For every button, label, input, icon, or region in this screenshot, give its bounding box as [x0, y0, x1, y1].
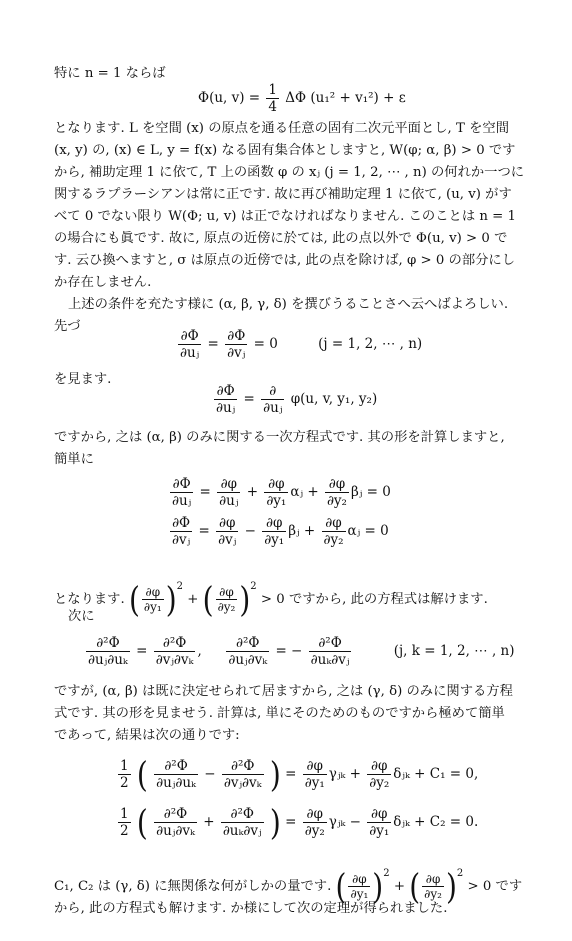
- frac-den: ∂vⱼ∂vₖ: [155, 652, 194, 668]
- frac-den: ∂vⱼ: [218, 532, 237, 548]
- text-line-with-formula: [54, 568, 488, 619]
- frac-den: 2: [120, 775, 129, 791]
- equation-system-row-1: [168, 476, 391, 509]
- eq-op: =: [243, 391, 255, 407]
- text-line: (x, y) の, (x) ∈ L, y = f(x) なる固有集合体としますと, W(φ; α, β) > 0 です: [54, 143, 516, 158]
- frac-num: ∂φ: [142, 585, 164, 600]
- fraction: [325, 476, 349, 509]
- fraction: [217, 476, 240, 509]
- eq-op: =: [199, 484, 211, 500]
- paren-close: ): [445, 865, 457, 907]
- fraction: [154, 635, 196, 668]
- fraction: [214, 383, 237, 416]
- frac-den: ∂y₂: [323, 532, 344, 548]
- eq-op: +: [246, 484, 259, 500]
- fraction: [422, 872, 444, 901]
- frac-den: ∂y₂: [326, 493, 347, 509]
- eq-op: =: [285, 766, 297, 782]
- eq-op: =: [207, 336, 219, 352]
- superscript: 2: [176, 581, 183, 592]
- frac-num: ∂φ: [217, 476, 240, 493]
- text-line: となります. L を空間 (x) の原点を通る任意の固有二次元平面とし, T を空間: [54, 121, 509, 136]
- text-line: す. 云ひ換へますと, σ は原点の近傍では, 此の点を除けば, φ > 0 の部分にし: [54, 253, 516, 268]
- superscript: 2: [383, 868, 390, 879]
- fraction: [309, 635, 352, 668]
- frac-num: ∂φ: [216, 515, 238, 532]
- fraction: [367, 806, 391, 839]
- paren-open: (: [128, 578, 140, 620]
- text-line: を見ます.: [54, 372, 112, 387]
- text-run: > 0 ですから, 此の方程式は解けます.: [260, 592, 488, 607]
- frac-num: ∂²Φ: [86, 635, 130, 652]
- fraction: [118, 806, 131, 839]
- frac-num: ∂φ: [262, 515, 286, 532]
- frac-num: ∂: [261, 383, 284, 400]
- frac-num: ∂²Φ: [154, 806, 197, 823]
- eq-term: βⱼ +: [288, 523, 316, 539]
- text-run: C₁, C₂ は (γ, δ) に無関係な何がしかの量です.: [54, 879, 332, 894]
- eq-rhs: = 0: [253, 336, 278, 352]
- paren-close: ): [372, 865, 384, 907]
- frac-num: ∂φ: [422, 872, 444, 887]
- equation-second-derivatives: [84, 635, 515, 668]
- frac-num: 1: [120, 758, 129, 774]
- text-line: ですから, 之は (α, β) のみに関する一次方程式です. 其の形を計算しますと,: [54, 430, 505, 445]
- frac-num: ∂φ: [348, 872, 370, 887]
- equation-phi: [198, 82, 406, 115]
- text-line: 次に: [68, 609, 95, 624]
- frac-den: ∂y₂: [304, 823, 325, 839]
- eq-op: = −: [275, 643, 303, 659]
- eq-lhs: Φ(u, v) =: [198, 90, 261, 106]
- paren-open: (: [409, 865, 421, 907]
- eq-term: αⱼ = 0: [347, 523, 389, 539]
- frac-den: 4: [268, 99, 277, 115]
- eq-op: +: [203, 814, 215, 830]
- eq-term: γⱼₖ +: [328, 766, 361, 782]
- frac-num: ∂φ: [367, 758, 391, 775]
- frac-den: ∂uⱼ: [180, 345, 200, 361]
- paren-open: (: [136, 753, 148, 795]
- eq-condition: (j, k = 1, 2, ⋯ , n): [393, 643, 515, 659]
- eq-term: δⱼₖ + C₂ = 0.: [393, 814, 479, 830]
- eq-op: =: [285, 814, 297, 830]
- paren-close: ): [269, 801, 281, 843]
- frac-den: ∂vⱼ: [172, 532, 191, 548]
- eq-op: +: [187, 592, 199, 607]
- text-line: 上述の条件を充たす様に (α, β, γ, δ) を撰びうることさへ云へばよろしい.: [68, 297, 509, 312]
- frac-den: 2: [120, 823, 129, 839]
- frac-num: ∂Φ: [170, 515, 192, 532]
- frac-den: ∂uₖ∂vⱼ: [310, 652, 350, 668]
- eq-term: δⱼₖ + C₁ = 0,: [393, 766, 479, 782]
- paren-open: (: [136, 801, 148, 843]
- frac-num: ∂Φ: [225, 328, 247, 345]
- frac-num: ∂φ: [367, 806, 391, 823]
- text-line: べて 0 でない限り W(Φ; u, v) は正でなければなりません. このことは n = 1: [54, 209, 516, 224]
- text-line: か存在しません.: [54, 275, 152, 290]
- text-run: > 0 です: [467, 879, 523, 894]
- fraction: [322, 515, 346, 548]
- fraction: [178, 328, 201, 361]
- frac-den: ∂uⱼ: [172, 493, 192, 509]
- frac-den: ∂y₁: [369, 823, 390, 839]
- fraction: [261, 383, 284, 416]
- fraction: [348, 872, 370, 901]
- text-line: 先づ: [54, 319, 81, 334]
- text-run: となります.: [54, 592, 125, 607]
- text-line: 特に n = 1 ならば: [54, 66, 166, 81]
- fraction: [142, 585, 164, 614]
- eq-term: γⱼₖ −: [328, 814, 361, 830]
- frac-num: ∂φ: [322, 515, 346, 532]
- fraction: [303, 806, 327, 839]
- frac-num: ∂²Φ: [154, 635, 196, 652]
- frac-den: ∂y₁: [264, 532, 285, 548]
- frac-num: ∂²Φ: [309, 635, 352, 652]
- text-line: から, 此の方程式も解けます. か様にして次の定理が得られました.: [54, 901, 448, 916]
- fraction: [154, 758, 198, 791]
- paren-close: ): [269, 753, 281, 795]
- frac-den: ∂uⱼ: [263, 400, 283, 416]
- frac-num: 1: [268, 82, 277, 98]
- paren-open: (: [335, 865, 347, 907]
- fraction: [222, 758, 264, 791]
- frac-num: 1: [120, 806, 129, 822]
- fraction: [367, 758, 391, 791]
- fraction: [216, 585, 238, 614]
- paren-close: ): [165, 578, 177, 620]
- fraction: [225, 328, 247, 361]
- frac-den: ∂y₂: [217, 600, 236, 614]
- eq-condition: (j = 1, 2, ⋯ , n): [318, 336, 423, 352]
- frac-den: ∂y₂: [369, 775, 390, 791]
- frac-den: ∂y₁: [350, 887, 369, 901]
- frac-num: ∂Φ: [170, 476, 193, 493]
- frac-num: ∂φ: [303, 758, 327, 775]
- text-line-with-formula: [54, 855, 522, 906]
- frac-den: ∂uⱼ: [216, 400, 236, 416]
- equation-derivative: [212, 383, 377, 416]
- text-line: であって, 結果は次の通りです:: [54, 728, 240, 743]
- eq-term: βⱼ = 0: [350, 484, 391, 500]
- frac-den: ∂y₂: [424, 887, 442, 901]
- superscript: 2: [250, 581, 257, 592]
- fraction: [216, 515, 238, 548]
- frac-den: ∂y₁: [143, 600, 162, 614]
- eq-sep: ,: [197, 643, 202, 659]
- eq-op: −: [204, 766, 216, 782]
- frac-num: ∂φ: [216, 585, 238, 600]
- equation-system-row-2: [168, 515, 389, 548]
- equation-partial-zero: [176, 328, 422, 361]
- text-line: ですが, (α, β) は既に決定せられて居ますから, 之は (γ, δ) のみに関する方程: [54, 684, 513, 699]
- equation-result-row-1: [116, 753, 479, 795]
- frac-num: ∂Φ: [178, 328, 201, 345]
- eq-op: =: [136, 643, 148, 659]
- fraction: [303, 758, 327, 791]
- text-line: 式です. 其の形を見ませう. 計算は, 単にそのためのものですから極めて簡単: [54, 706, 505, 721]
- frac-num: ∂φ: [325, 476, 349, 493]
- eq-op: +: [393, 879, 405, 894]
- eq-rhs: φ(u, v, y₁, y₂): [290, 391, 378, 407]
- frac-den: ∂uₖ∂vⱼ: [222, 823, 262, 839]
- text-line: 関するラプラーシアンは常に正です. 故に再び補助定理 1 に依て, (u, v) がす: [54, 187, 512, 202]
- paren-open: (: [202, 578, 214, 620]
- eq-op: =: [198, 523, 210, 539]
- frac-den: ∂vⱼ∂vₖ: [223, 775, 262, 791]
- fraction: [118, 758, 131, 791]
- eq-op: −: [244, 523, 256, 539]
- equation-result-row-2: [116, 801, 479, 843]
- frac-den: ∂y₁: [304, 775, 325, 791]
- fraction: [226, 635, 269, 668]
- superscript: 2: [456, 868, 464, 879]
- frac-num: ∂²Φ: [154, 758, 198, 775]
- frac-den: ∂uⱼ∂vₖ: [156, 823, 195, 839]
- frac-den: ∂uⱼ∂uₖ: [156, 775, 196, 791]
- text-line: の場合にも眞です. 故に, 原点の近傍に於ては, 此の点以外で Φ(u, v) > 0 で: [54, 231, 508, 246]
- fraction: [264, 476, 288, 509]
- fraction: [154, 806, 197, 839]
- frac-den: ∂vⱼ: [227, 345, 246, 361]
- fraction: [86, 635, 130, 668]
- fraction: [170, 476, 193, 509]
- text-line: 簡単に: [54, 452, 94, 467]
- fraction: [221, 806, 264, 839]
- fraction: [262, 515, 286, 548]
- eq-rhs: ΔΦ (u₁² + v₁²) + ε: [285, 90, 406, 106]
- frac-den: ∂uⱼ∂uₖ: [88, 652, 128, 668]
- frac-den: ∂uⱼ∂vₖ: [228, 652, 268, 668]
- frac-den: ∂uⱼ: [219, 493, 239, 509]
- text-line: から, 補助定理 1 に依て, T 上の函数 φ の xⱼ (j = 1, 2, ⋯ , n) の何れか一つに: [54, 165, 525, 180]
- fraction: [170, 515, 192, 548]
- eq-term: αⱼ +: [290, 484, 319, 500]
- frac-num: ∂Φ: [214, 383, 237, 400]
- frac-num: ∂φ: [264, 476, 288, 493]
- frac-den: ∂y₁: [266, 493, 287, 509]
- frac-num: ∂φ: [303, 806, 327, 823]
- fraction: [266, 82, 279, 115]
- frac-num: ∂²Φ: [222, 758, 264, 775]
- frac-num: ∂²Φ: [221, 806, 264, 823]
- paren-close: ): [239, 578, 251, 620]
- frac-num: ∂²Φ: [226, 635, 269, 652]
